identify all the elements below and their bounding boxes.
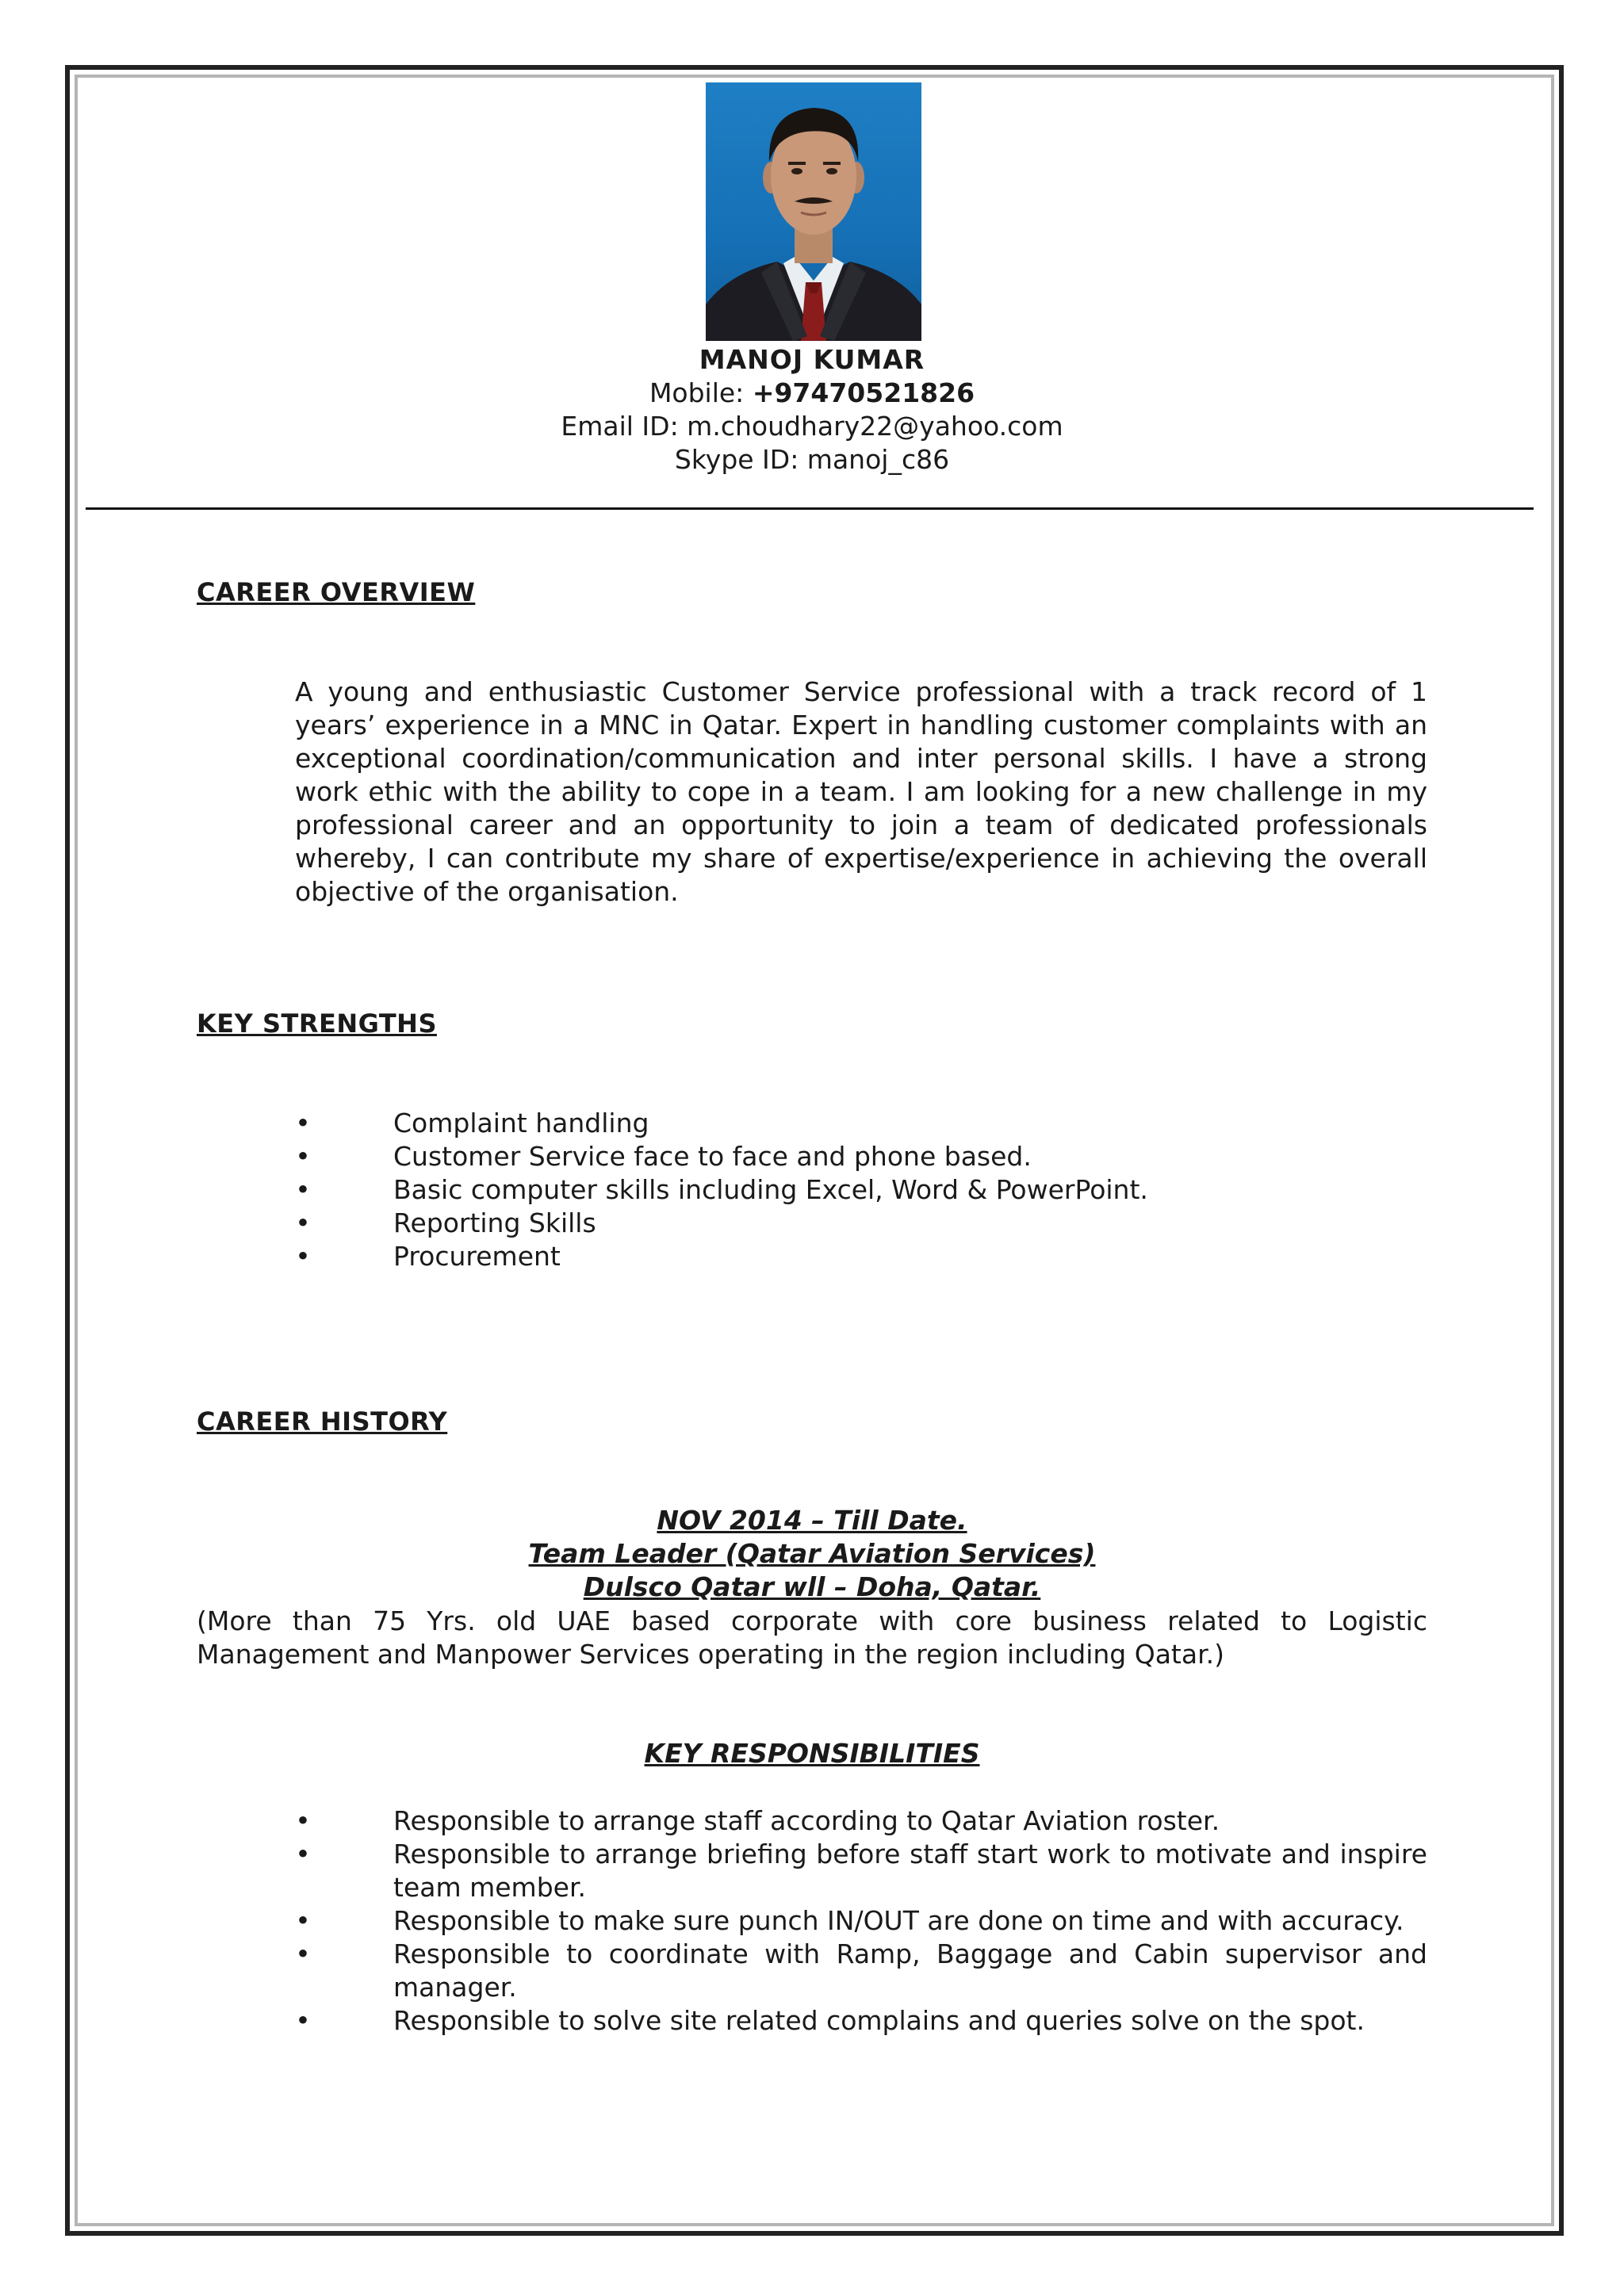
header-divider [86,507,1534,510]
job-company: Dulsco Qatar wll – Doha, Qatar. [583,1571,1041,1602]
list-item: • Reporting Skills [295,1207,596,1238]
company-description: (More than 75 Yrs. old UAE based corporate with core business related to Logistic Management and Manpower Services operating in the region including Qatar.) [197,1605,1427,1670]
key-responsibilities-heading: KEY RESPONSIBILITIES [644,1738,980,1769]
mobile-line [0,377,1624,408]
career-history-heading: CAREER HISTORY [197,1406,448,1437]
list-item: • Responsible to coordinate with Ramp, Baggage and Cabin supervisor and manager. [295,1938,1427,2003]
profile-photo [706,82,921,341]
job-role: Team Leader (Qatar Aviation Services) [528,1538,1096,1569]
bullet-icon: • [295,1839,311,1869]
list-item: • Responsible to solve site related complains and queries solve on the spot. [295,2005,1365,2036]
list-item: • Procurement [295,1241,561,1272]
list-item: • Customer Service face to face and phone based. [295,1141,1032,1172]
career-overview-heading: CAREER OVERVIEW [197,577,476,607]
mobile-number: +97470521826 [752,377,975,408]
key-strengths-heading: KEY STRENGTHS [197,1008,437,1039]
mobile-label: Mobile: [649,377,745,408]
list-item: • Responsible to arrange staff according to Qatar Aviation roster. [295,1805,1220,1836]
list-item: • Basic computer skills including Excel, Word & PowerPoint. [295,1174,1148,1205]
list-item: • Responsible to arrange briefing before staff start work to motivate and inspire team member. [295,1839,1427,1903]
bullet-icon: • [295,1207,311,1238]
bullet-icon: • [295,1141,311,1172]
job-period: NOV 2014 – Till Date. [657,1505,967,1536]
candidate-name: MANOJ KUMAR [699,344,925,375]
bullet-icon: • [295,1108,311,1138]
bullet-icon: • [295,1905,311,1936]
key-responsibilities-list [295,1804,1427,2038]
key-strengths-list [295,1107,1427,1273]
bullet-icon: • [295,1938,311,1969]
list-item: • Responsible to make sure punch IN/OUT are done on time and with accuracy. [295,1905,1404,1936]
bullet-icon: • [295,2005,311,2036]
list-item: • Complaint handling [295,1108,649,1138]
career-overview-text: A young and enthusiastic Customer Service professional with a track record of 1 years’ experience in a MNC in Qatar. Expert in handling customer complaints with an exceptional coordination/communication and inter personal skills. I have a strong work ethic with the ability to cope in a team. I am looking for a new challenge in my professional career and an opportunity to join a team of dedicated professionals whereby, I can contribute my share of expertise/experience in achieving the overall objective of the organisation. [295,676,1427,907]
bullet-icon: • [295,1241,311,1272]
email-line: Email ID: m.choudhary22@yahoo.com [561,411,1063,442]
bullet-icon: • [295,1805,311,1836]
skype-line: Skype ID: manoj_c86 [674,444,950,475]
bullet-icon: • [295,1174,311,1205]
